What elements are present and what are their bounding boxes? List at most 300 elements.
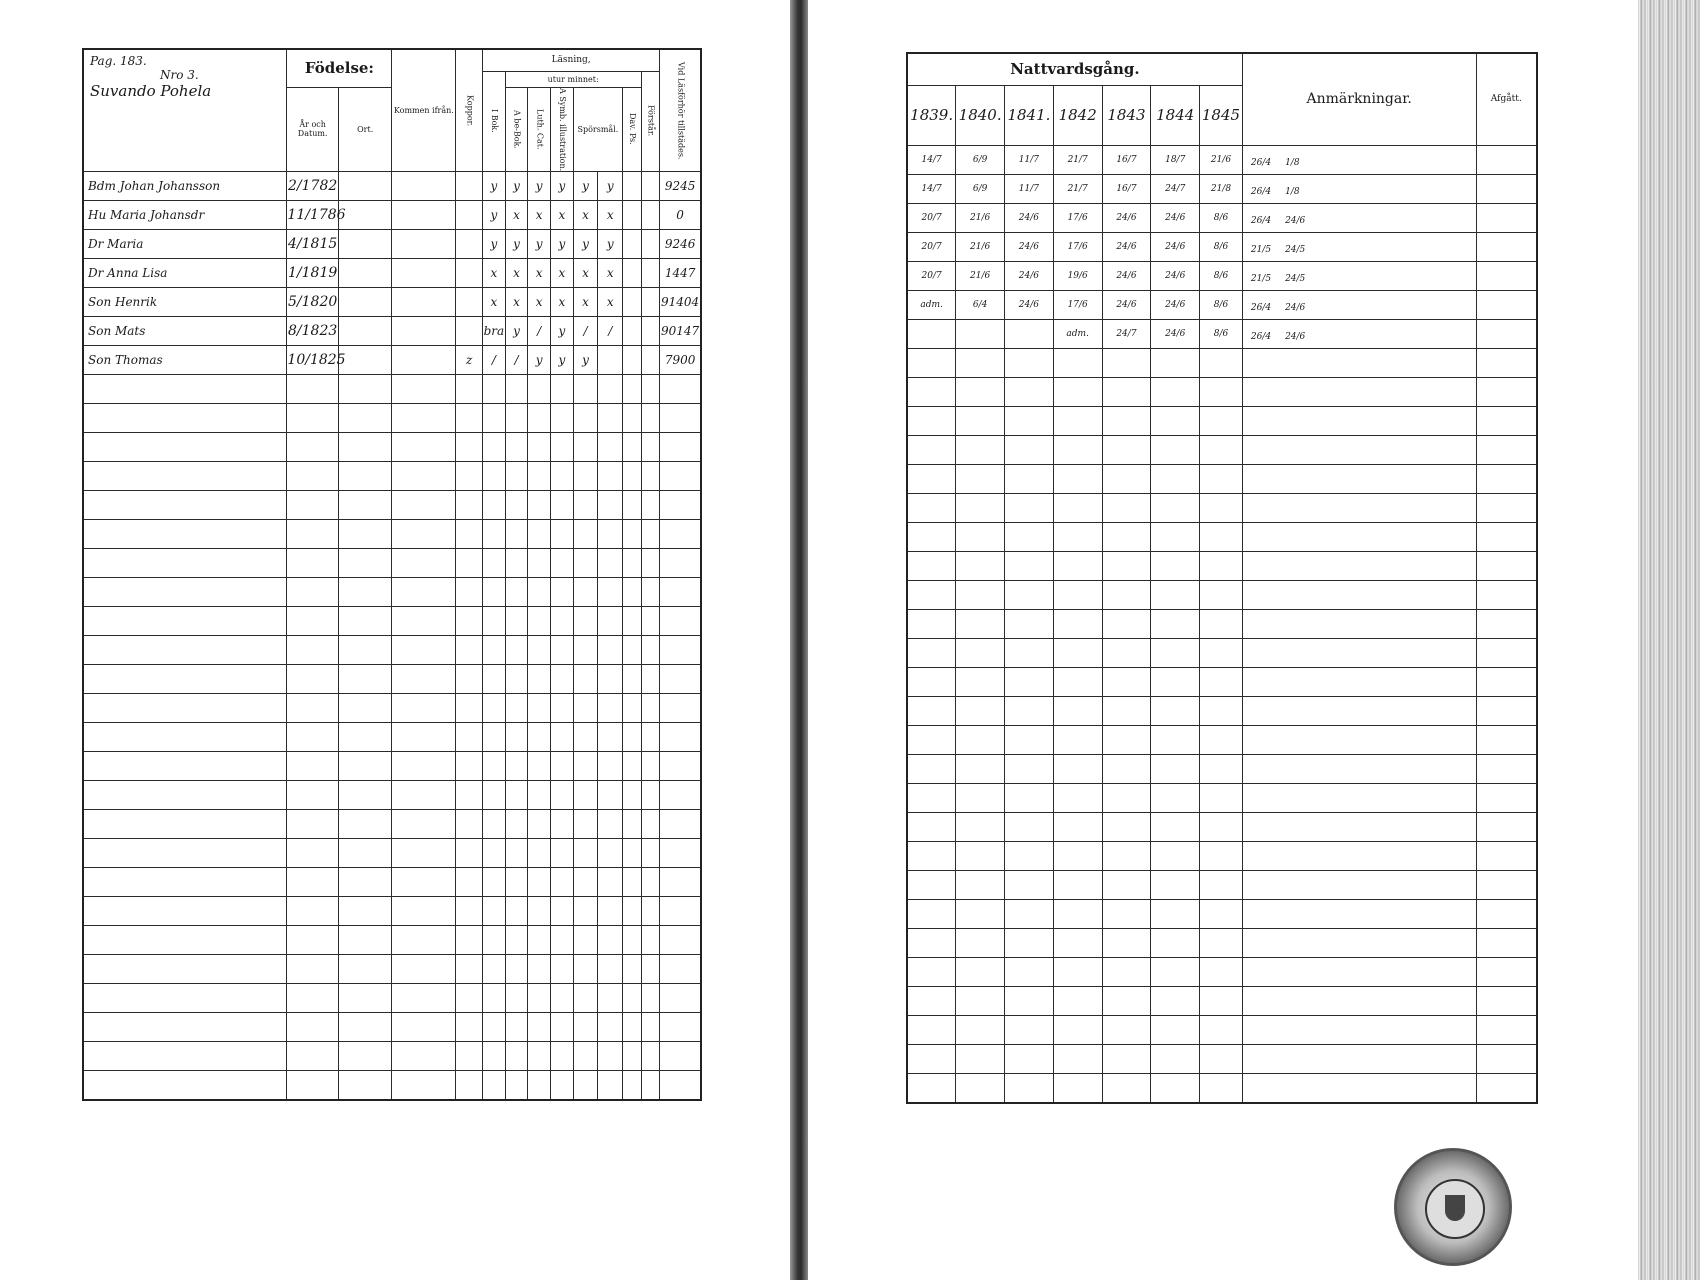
left-register-table (82, 48, 702, 1101)
forstar-cell (641, 461, 660, 490)
communion-date-cell (907, 522, 956, 551)
communion-date-cell: 24/6 (1005, 203, 1054, 232)
afgatt-cell (1476, 696, 1537, 725)
ibok-cell (483, 1041, 506, 1070)
year-header-6: 1845 (1200, 85, 1243, 145)
abc-cell (505, 606, 528, 635)
abc-cell (505, 432, 528, 461)
date-cell (287, 432, 338, 461)
communion-date-cell (1053, 899, 1102, 928)
communion-row (907, 609, 1537, 638)
luth-cell (528, 925, 551, 954)
vid-cell (660, 519, 701, 548)
communion-date-cell (1102, 986, 1151, 1015)
forstar-cell (641, 374, 660, 403)
communion-row (907, 957, 1537, 986)
afgatt-cell (1476, 435, 1537, 464)
communion-date-cell: 16/7 (1102, 145, 1151, 174)
luth-cell (528, 693, 551, 722)
remarks-cell (1242, 870, 1476, 899)
communion-date-cell: 24/7 (1102, 319, 1151, 348)
communion-date-cell (1005, 551, 1054, 580)
person-name-cell (83, 722, 287, 751)
abc-cell (505, 867, 528, 896)
communion-date-cell (1200, 754, 1243, 783)
abc-cell (505, 838, 528, 867)
communion-date-cell (1053, 754, 1102, 783)
ort-cell (338, 490, 392, 519)
communion-date-cell (907, 725, 956, 754)
vid-cell (660, 635, 701, 664)
luth-cell (528, 838, 551, 867)
anmarkningar-header: Anmärkningar. (1242, 53, 1476, 145)
ort-cell (338, 896, 392, 925)
register-row (83, 200, 701, 229)
forstar-cell (641, 838, 660, 867)
communion-date-cell (907, 638, 956, 667)
kommen-cell (392, 577, 456, 606)
spor2-cell (598, 693, 623, 722)
kommen-cell (392, 171, 456, 200)
left-page (0, 0, 790, 1280)
person-name-cell (83, 954, 287, 983)
communion-date-cell (1200, 812, 1243, 841)
spor2-cell (598, 838, 623, 867)
forstar-cell (641, 867, 660, 896)
spor2-cell (598, 751, 623, 780)
symb-cell (551, 867, 574, 896)
spor1-cell (573, 403, 598, 432)
spor1-cell (573, 577, 598, 606)
communion-date-cell: 6/9 (956, 174, 1005, 203)
dav-cell (623, 983, 642, 1012)
communion-date-cell (907, 928, 956, 957)
dav-cell (623, 867, 642, 896)
vid-cell (660, 606, 701, 635)
communion-date-cell (956, 1015, 1005, 1044)
spor2-cell: x (598, 287, 623, 316)
luth-cell: y (528, 229, 551, 258)
communion-date-cell (956, 319, 1005, 348)
communion-date-cell: 21/8 (1200, 174, 1243, 203)
communion-date-cell: 24/6 (1102, 290, 1151, 319)
luth-cell: x (528, 287, 551, 316)
communion-date-cell: 24/6 (1005, 290, 1054, 319)
communion-row (907, 580, 1537, 609)
spor1-cell (573, 780, 598, 809)
communion-date-cell (1151, 870, 1200, 899)
dav-ps-header: Dav. Ps. (623, 87, 642, 171)
communion-date-cell (956, 899, 1005, 928)
communion-date-cell: 17/6 (1053, 290, 1102, 319)
kommen-cell (392, 809, 456, 838)
koppor-cell (456, 1070, 483, 1100)
dav-cell (623, 548, 642, 577)
communion-date-cell (1200, 435, 1243, 464)
remarks-cell (1242, 348, 1476, 377)
kommen-cell (392, 432, 456, 461)
abc-cell: x (505, 287, 528, 316)
communion-date-cell (1200, 609, 1243, 638)
register-row (83, 635, 701, 664)
koppor-cell (456, 635, 483, 664)
spor1-cell: x (573, 287, 598, 316)
symb-cell (551, 751, 574, 780)
register-row (83, 664, 701, 693)
register-row (83, 693, 701, 722)
spor2-cell (598, 432, 623, 461)
communion-date-cell (1053, 551, 1102, 580)
ibok-cell (483, 780, 506, 809)
remarks-cell (1242, 899, 1476, 928)
vid-cell (660, 461, 701, 490)
dav-cell (623, 519, 642, 548)
spor1-cell (573, 867, 598, 896)
ibok-cell: y (483, 200, 506, 229)
year-header-4: 1843 (1102, 85, 1151, 145)
dav-cell (623, 896, 642, 925)
communion-date-cell (1053, 783, 1102, 812)
ibok-cell (483, 838, 506, 867)
kommen-cell (392, 1070, 456, 1100)
communion-date-cell: 24/6 (1151, 319, 1200, 348)
forstar-cell (641, 664, 660, 693)
dav-cell (623, 345, 642, 374)
person-name-cell (83, 867, 287, 896)
communion-row (907, 986, 1537, 1015)
communion-date-cell (907, 435, 956, 464)
communion-date-cell (907, 754, 956, 783)
abc-cell (505, 693, 528, 722)
dav-cell (623, 780, 642, 809)
remarks-cell (1242, 203, 1476, 232)
ibok-cell (483, 606, 506, 635)
forstar-cell (641, 954, 660, 983)
ort-cell (338, 229, 392, 258)
vid-cell (660, 722, 701, 751)
communion-date-cell (1053, 812, 1102, 841)
communion-date-cell: 24/7 (1151, 174, 1200, 203)
koppor-cell (456, 403, 483, 432)
communion-date-cell (1005, 986, 1054, 1015)
vid-cell: 9246 (660, 229, 701, 258)
communion-date-cell (1005, 957, 1054, 986)
communion-date-cell (1053, 464, 1102, 493)
register-row (83, 548, 701, 577)
register-row (83, 867, 701, 896)
communion-date-cell (1053, 870, 1102, 899)
vid-cell (660, 432, 701, 461)
forstar-cell (641, 809, 660, 838)
remarks-cell (1242, 928, 1476, 957)
spor2-cell (598, 896, 623, 925)
spor2-cell: x (598, 200, 623, 229)
communion-date-cell (1053, 667, 1102, 696)
remarks-cell (1242, 174, 1476, 203)
afgatt-cell (1476, 406, 1537, 435)
luth-cell (528, 490, 551, 519)
afgatt-cell (1476, 870, 1537, 899)
ibok-cell: bra (483, 316, 506, 345)
dav-cell (623, 432, 642, 461)
dav-cell (623, 606, 642, 635)
remarks-cell (1242, 725, 1476, 754)
spor1-cell (573, 606, 598, 635)
remarks-cell (1242, 232, 1476, 261)
afgatt-cell (1476, 290, 1537, 319)
communion-date-cell (1005, 1044, 1054, 1073)
communion-date-cell (907, 870, 956, 899)
symb-cell: y (551, 316, 574, 345)
communion-row (907, 174, 1537, 203)
person-name-cell (83, 664, 287, 693)
person-name-cell (83, 635, 287, 664)
dav-cell (623, 925, 642, 954)
communion-date-cell (956, 609, 1005, 638)
remark-date: 24/6 (1285, 303, 1306, 313)
date-cell (287, 490, 338, 519)
spor1-cell (573, 722, 598, 751)
communion-date-cell (1053, 841, 1102, 870)
abc-cell (505, 751, 528, 780)
ort-cell (338, 287, 392, 316)
spor1-cell (573, 432, 598, 461)
ort-cell (338, 838, 392, 867)
spor1-cell (573, 925, 598, 954)
date-cell (287, 1041, 338, 1070)
spor2-cell (598, 490, 623, 519)
kommen-cell (392, 867, 456, 896)
communion-date-cell: 24/6 (1151, 203, 1200, 232)
person-name-cell (83, 461, 287, 490)
spor1-cell (573, 896, 598, 925)
communion-date-cell: 20/7 (907, 203, 956, 232)
communion-date-cell (956, 812, 1005, 841)
communion-date-cell (956, 725, 1005, 754)
communion-date-cell (907, 899, 956, 928)
abc-cell (505, 519, 528, 548)
remark-date: 26/4 (1250, 158, 1272, 168)
communion-date-cell (907, 348, 956, 377)
register-row (83, 345, 701, 374)
afgatt-cell (1476, 203, 1537, 232)
date-cell (287, 896, 338, 925)
communion-date-cell (1151, 812, 1200, 841)
ort-cell (338, 200, 392, 229)
koppor-cell (456, 664, 483, 693)
dav-cell (623, 809, 642, 838)
communion-date-cell: 14/7 (907, 174, 956, 203)
koppor-cell (456, 519, 483, 548)
register-row (83, 577, 701, 606)
person-name-cell (83, 490, 287, 519)
spor1-cell (573, 954, 598, 983)
communion-date-cell (907, 464, 956, 493)
register-row (83, 1012, 701, 1041)
kommen-cell (392, 983, 456, 1012)
register-row (83, 432, 701, 461)
ibok-cell (483, 1070, 506, 1100)
koppor-cell (456, 432, 483, 461)
register-row (83, 490, 701, 519)
remark-date: 24/6 (1285, 332, 1306, 342)
abc-cell (505, 983, 528, 1012)
kommen-cell (392, 1041, 456, 1070)
luth-cell (528, 954, 551, 983)
communion-date-cell (907, 812, 956, 841)
afgatt-cell (1476, 783, 1537, 812)
communion-date-cell (1102, 493, 1151, 522)
communion-date-cell (907, 580, 956, 609)
remark-date: 1/8 (1285, 158, 1300, 168)
ibok-cell (483, 983, 506, 1012)
communion-date-cell: adm. (1053, 319, 1102, 348)
spor1-cell (573, 1041, 598, 1070)
ibok-cell (483, 432, 506, 461)
spor2-cell (598, 1070, 623, 1100)
communion-date-cell (1053, 493, 1102, 522)
vid-cell: 91404 (660, 287, 701, 316)
communion-date-cell: 8/6 (1200, 319, 1243, 348)
symb-cell (551, 983, 574, 1012)
communion-date-cell (1102, 377, 1151, 406)
dav-cell (623, 1070, 642, 1100)
luth-cell (528, 896, 551, 925)
spor1-cell (573, 751, 598, 780)
communion-date-cell (1151, 928, 1200, 957)
register-row (83, 403, 701, 432)
afgatt-cell (1476, 899, 1537, 928)
koppor-cell (456, 461, 483, 490)
remark-date: 21/5 (1250, 274, 1272, 284)
communion-date-cell (1200, 638, 1243, 667)
communion-row (907, 638, 1537, 667)
vid-cell: 9245 (660, 171, 701, 200)
communion-date-cell (1053, 348, 1102, 377)
abc-cell (505, 809, 528, 838)
forstar-cell (641, 200, 660, 229)
ort-cell (338, 432, 392, 461)
ort-cell (338, 345, 392, 374)
remark-date: 24/6 (1285, 216, 1306, 226)
ort-cell (338, 751, 392, 780)
koppor-cell (456, 1041, 483, 1070)
vid-cell (660, 751, 701, 780)
symb-cell (551, 896, 574, 925)
ibok-cell (483, 722, 506, 751)
register-row (83, 838, 701, 867)
abc-cell: y (505, 229, 528, 258)
ibok-cell: y (483, 229, 506, 258)
vid-cell (660, 867, 701, 896)
afgatt-cell (1476, 522, 1537, 551)
communion-date-cell (1200, 783, 1243, 812)
ibok-cell: x (483, 287, 506, 316)
communion-date-cell (1200, 522, 1243, 551)
register-row (83, 374, 701, 403)
register-row (83, 171, 701, 200)
forstar-cell (641, 983, 660, 1012)
afgatt-cell (1476, 841, 1537, 870)
communion-date-cell (1053, 406, 1102, 435)
abc-cell: y (505, 171, 528, 200)
communion-date-cell (1005, 522, 1054, 551)
spor2-cell (598, 983, 623, 1012)
communion-date-cell (956, 551, 1005, 580)
luth-cell (528, 403, 551, 432)
kommen-ifran-header: Kommen ifrån. (392, 49, 456, 171)
kommen-cell (392, 664, 456, 693)
person-name-cell: Son Henrik (83, 287, 287, 316)
ibok-cell (483, 664, 506, 693)
afgatt-cell (1476, 957, 1537, 986)
spor2-cell (598, 519, 623, 548)
register-row (83, 606, 701, 635)
afgatt-cell (1476, 232, 1537, 261)
forstar-cell (641, 925, 660, 954)
communion-date-cell (1200, 725, 1243, 754)
communion-date-cell (1102, 754, 1151, 783)
date-cell (287, 838, 338, 867)
register-row (83, 258, 701, 287)
communion-date-cell (1053, 928, 1102, 957)
remark-date: 26/4 (1250, 303, 1272, 313)
communion-date-cell (1053, 377, 1102, 406)
ibok-cell (483, 635, 506, 664)
date-cell (287, 809, 338, 838)
communion-date-cell (1005, 464, 1054, 493)
communion-date-cell (1102, 783, 1151, 812)
symb-cell (551, 403, 574, 432)
vid-cell (660, 809, 701, 838)
register-row (83, 954, 701, 983)
afgatt-cell (1476, 348, 1537, 377)
communion-date-cell (1151, 638, 1200, 667)
remark-date: 1/8 (1285, 187, 1300, 197)
lasning-header: Läsning, (483, 49, 660, 71)
communion-date-cell (1102, 522, 1151, 551)
person-name-cell: Son Thomas (83, 345, 287, 374)
communion-row (907, 841, 1537, 870)
luth-cell: y (528, 345, 551, 374)
spor1-cell: x (573, 258, 598, 287)
ibok-cell (483, 577, 506, 606)
afgatt-cell (1476, 812, 1537, 841)
communion-date-cell (1200, 667, 1243, 696)
symb-cell (551, 519, 574, 548)
communion-date-cell (1151, 696, 1200, 725)
forstar-cell (641, 693, 660, 722)
symb-cell (551, 664, 574, 693)
koppor-cell (456, 751, 483, 780)
communion-date-cell (907, 406, 956, 435)
communion-date-cell: 24/6 (1151, 261, 1200, 290)
ort-cell (338, 548, 392, 577)
spor1-cell (573, 548, 598, 577)
vid-cell: 0 (660, 200, 701, 229)
date-cell: 2/1782 (287, 171, 338, 200)
communion-date-cell (956, 783, 1005, 812)
date-cell (287, 403, 338, 432)
person-name-cell (83, 1070, 287, 1100)
book-edge (1638, 0, 1700, 1280)
communion-date-cell (1102, 696, 1151, 725)
forstar-cell (641, 606, 660, 635)
communion-date-cell (1005, 899, 1054, 928)
household-place: Suvando Pohela (90, 82, 212, 100)
person-name-cell (83, 519, 287, 548)
spor1-cell (573, 983, 598, 1012)
